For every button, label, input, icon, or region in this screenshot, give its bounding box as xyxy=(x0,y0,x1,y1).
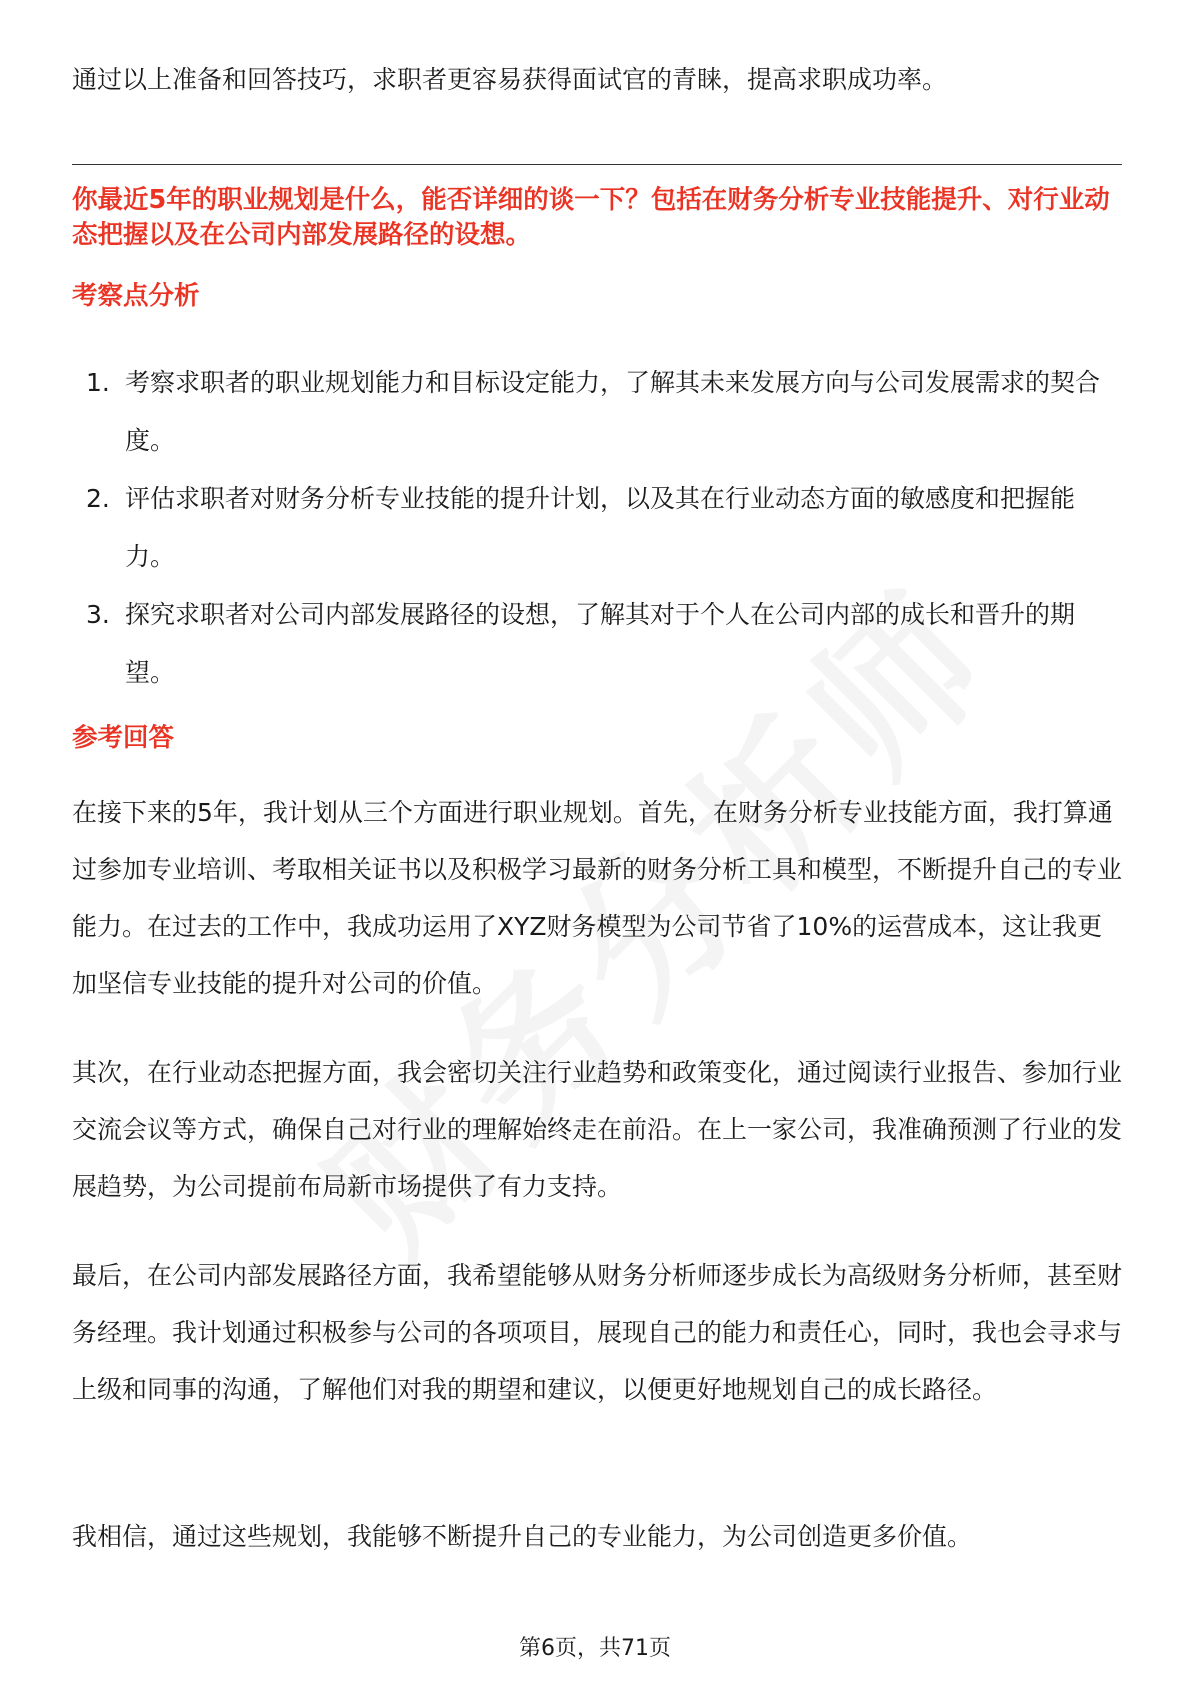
answer-heading: 参考回答 xyxy=(72,723,175,753)
question-title: 你最近5年的职业规划是什么，能否详细的谈一下？包括在财务分析专业技能提升、对行业动态把握以及在公司内部发展路径的设想。 xyxy=(72,185,1110,250)
analysis-item xyxy=(72,586,1122,702)
answer-paragraph: 最后，在公司内部发展路径方面，我希望能够从财务分析师逐步成长为高级财务分析师，甚至财务经理。我计划通过积极参与公司的各项项目，展现自己的能力和责任心，同时，我也会寻求与上级和同事的沟通，了解他们对我的期望和建议，以便更好地规划自己的成长路径。 xyxy=(72,1261,1123,1404)
section-divider xyxy=(72,164,1122,165)
answer-paragraph: 我相信，通过这些规划，我能够不断提升自己的专业能力，为公司创造更多价值。 xyxy=(72,1522,973,1551)
page-number: 第6页，共71页 xyxy=(519,1636,671,1661)
analysis-heading: 考察点分析 xyxy=(72,281,200,311)
analysis-item-number: 3. xyxy=(86,600,110,629)
analysis-list xyxy=(72,354,1122,702)
answer-paragraph: 在接下来的5年，我计划从三个方面进行职业规划。首先，在财务分析专业技能方面，我打算通过参加专业培训、考取相关证书以及积极学习最新的财务分析工具和模型，不断提升自己的专业能力。在过去的工作中，我成功运用了XYZ财务模型为公司节省了10%的运营成本，这让我更加坚信专业技能的提升对公司的价值。 xyxy=(72,798,1123,998)
analysis-item-text: 探究求职者对公司内部发展路径的设想，了解其对于个人在公司内部的成长和晋升的期望。 xyxy=(125,600,1076,687)
analysis-item-text: 考察求职者的职业规划能力和目标设定能力，了解其未来发展方向与公司发展需求的契合度。 xyxy=(125,368,1101,455)
answer-paragraph: 其次，在行业动态把握方面，我会密切关注行业趋势和政策变化，通过阅读行业报告、参加行业交流会议等方式，确保自己对行业的理解始终走在前沿。在上一家公司，我准确预测了行业的发展趋势，为公司提前布局新市场提供了有力支持。 xyxy=(72,1058,1123,1201)
analysis-item-text: 评估求职者对财务分析专业技能的提升计划，以及其在行业动态方面的敏感度和把握能力。 xyxy=(125,484,1076,571)
analysis-item-number: 1. xyxy=(86,368,110,397)
analysis-item-number: 2. xyxy=(86,484,110,513)
intro-text: 通过以上准备和回答技巧，求职者更容易获得面试官的青睐，提高求职成功率。 xyxy=(72,65,948,94)
analysis-item xyxy=(72,354,1122,470)
analysis-item xyxy=(72,470,1122,586)
